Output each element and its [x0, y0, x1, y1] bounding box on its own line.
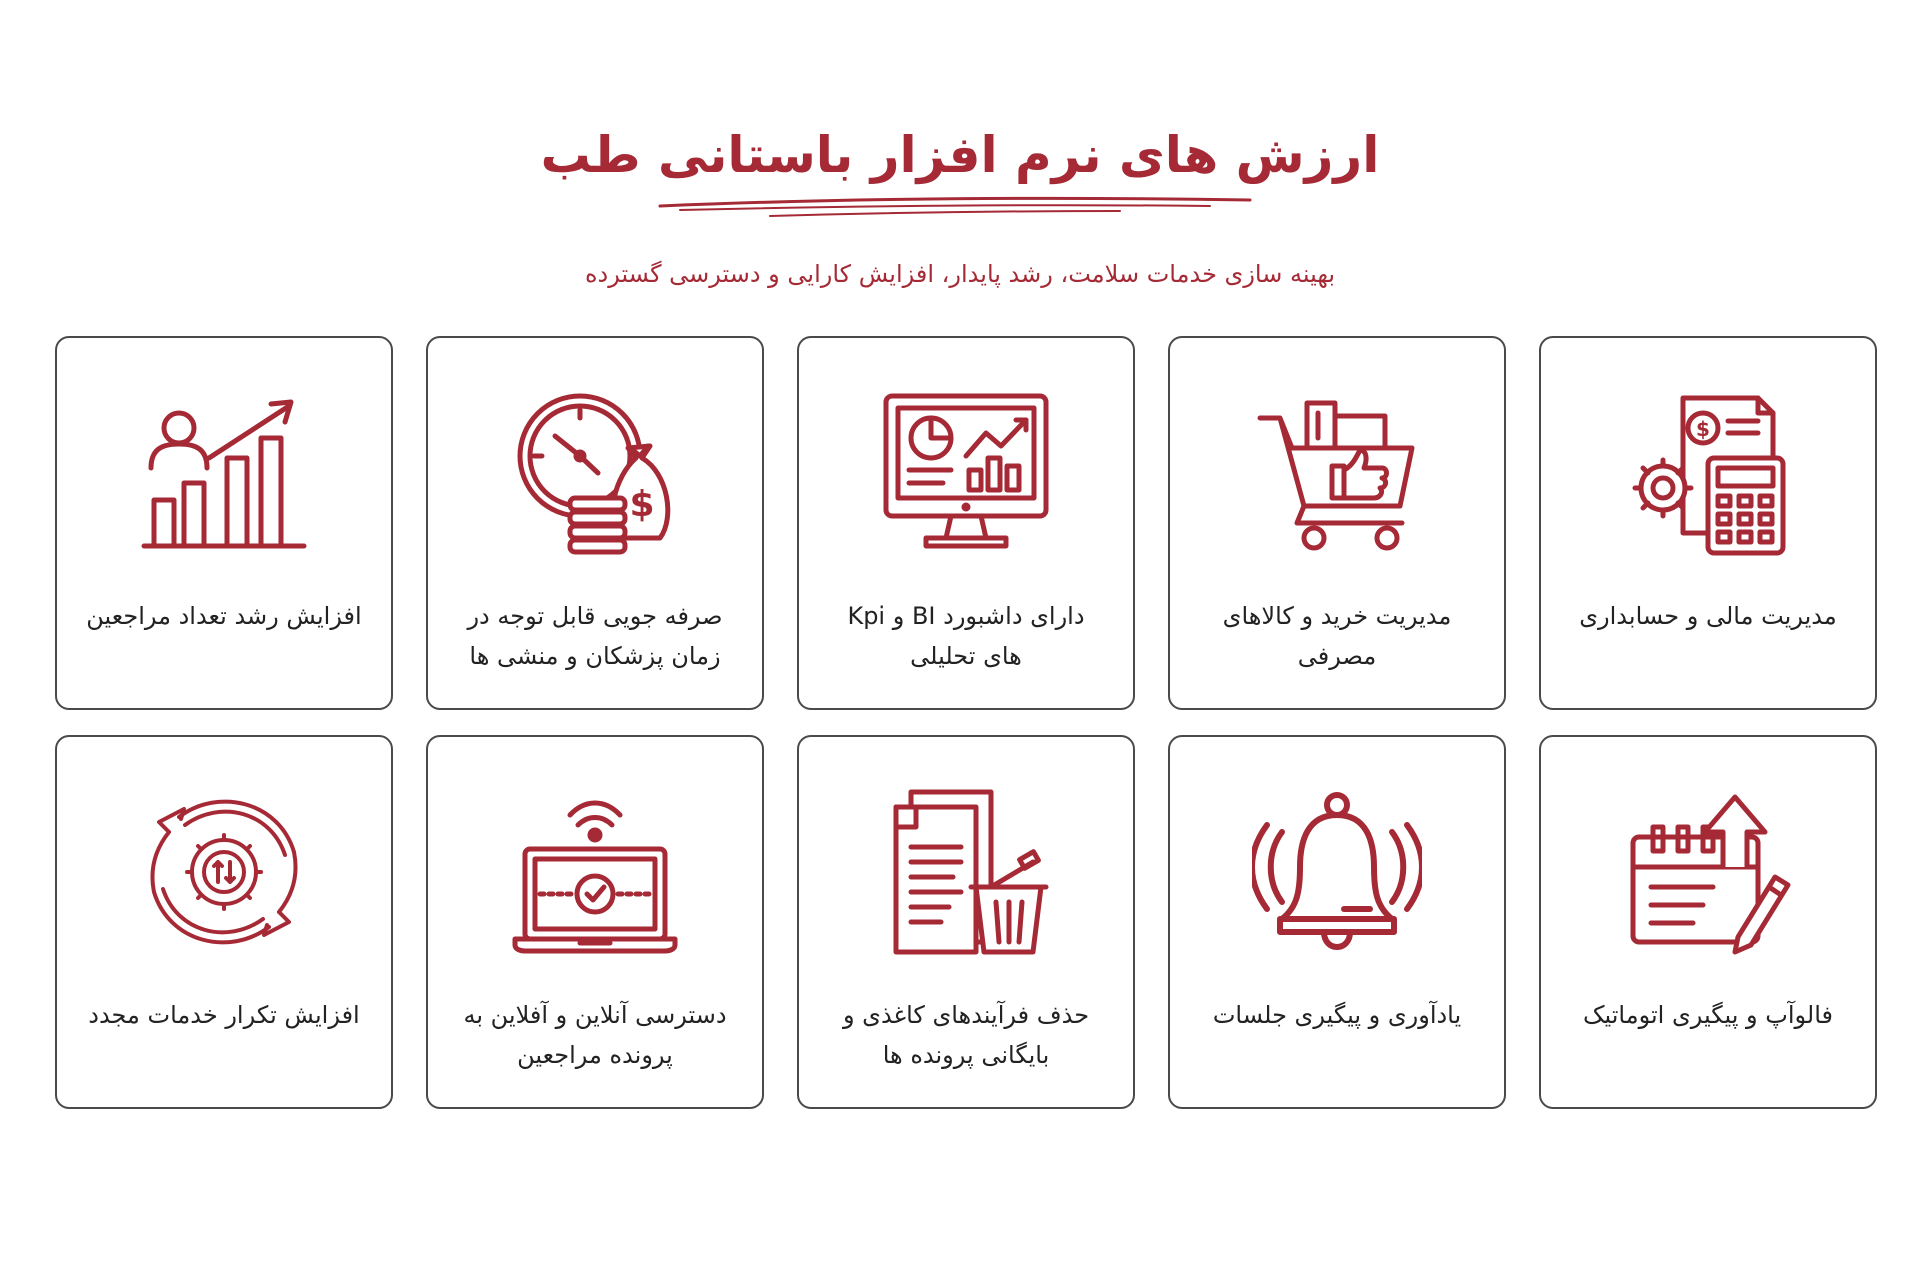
feature-card-purchasing[interactable]: [1168, 336, 1506, 710]
feature-label: دسترسی آنلاین و آفلاین به پرونده مراجعین: [463, 1001, 727, 1069]
feature-label: مدیریت خرید و کالاهای مصرفی: [1222, 602, 1452, 670]
feature-card-time-saving[interactable]: [426, 336, 764, 710]
feature-label: دارای داشبورد BI و Kpi های تحلیلی: [847, 602, 1085, 670]
clock-money-bag-icon: [510, 388, 680, 558]
feature-label: افزایش تکرار خدمات مجدد: [88, 1001, 360, 1029]
features-grid: [55, 336, 1877, 1109]
gear-cycle-arrows-icon: [139, 787, 309, 957]
feature-card-online-access[interactable]: [426, 735, 764, 1109]
feature-card-paperless[interactable]: [797, 735, 1135, 1109]
title-underline-decoration: [650, 194, 1270, 224]
feature-card-reminders[interactable]: [1168, 735, 1506, 1109]
laptop-wifi-check-icon: [510, 787, 680, 957]
ringing-bell-icon: [1252, 787, 1422, 957]
svg-text:$: $: [1696, 417, 1710, 441]
feature-label: حذف فرآیندهای کاغذی و بایگانی پرونده ها: [842, 1001, 1090, 1069]
feature-card-dashboard[interactable]: [797, 336, 1135, 710]
feature-label: صرفه جویی قابل توجه در زمان پزشکان و منشی ها: [467, 602, 723, 670]
analytics-dashboard-icon: [881, 388, 1051, 558]
feature-card-repeat-services[interactable]: [55, 735, 393, 1109]
feature-label: مدیریت مالی و حسابداری: [1579, 602, 1837, 630]
calendar-pencil-icon: [1623, 787, 1793, 957]
finance-calculator-icon: [1623, 388, 1793, 558]
page-title: ارزش های نرم افزار باستانی طب: [540, 126, 1380, 184]
section-header: [0, 120, 1920, 288]
shopping-cart-like-icon: [1252, 388, 1422, 558]
svg-text:$: $: [629, 484, 655, 525]
feature-card-followup[interactable]: [1539, 735, 1877, 1109]
feature-card-growth[interactable]: [55, 336, 393, 710]
feature-label: افزایش رشد تعداد مراجعین: [86, 602, 362, 630]
feature-label: فالوآپ و پیگیری اتوماتیک: [1583, 1001, 1833, 1029]
growth-chart-person-icon: [139, 388, 309, 558]
feature-label: یادآوری و پیگیری جلسات: [1212, 1001, 1462, 1029]
page-subtitle: بهینه سازی خدمات سلامت، رشد پایدار، افزایش کارایی و دسترسی گسترده: [584, 260, 1336, 288]
documents-trash-icon: [881, 787, 1051, 957]
feature-card-finance[interactable]: [1539, 336, 1877, 710]
